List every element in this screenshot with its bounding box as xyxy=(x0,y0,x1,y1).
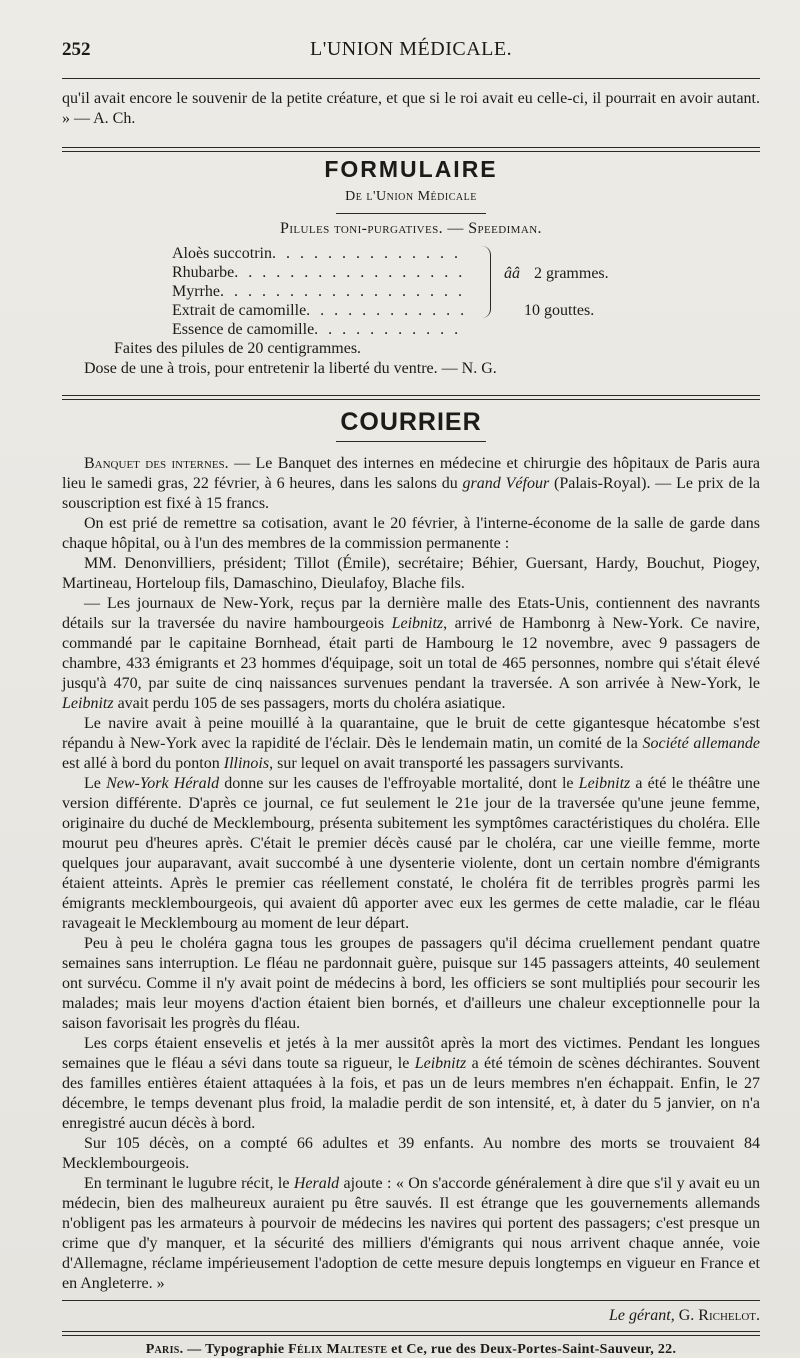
courrier-title: COURRIER xyxy=(340,408,482,436)
emphasis: grand Véfour xyxy=(462,475,550,492)
paragraph-deaths: Sur 105 décès, on a compté 66 adultes et 39 enfants. Au nombre des morts se trouvaient 84 Mecklembourgeois. xyxy=(62,1135,760,1172)
leader-dots: . . . . . . . . . . . . xyxy=(306,302,468,319)
paragraph-text: Le xyxy=(84,775,107,792)
leader-dots: . . . . . . . . . . . . . . . . . . xyxy=(219,283,465,300)
courrier-section xyxy=(62,408,760,1294)
page-header xyxy=(62,38,760,78)
ingredient-name: Aloès succotrin xyxy=(172,245,272,262)
courrier-title-rule xyxy=(336,441,486,442)
section-divider xyxy=(62,395,760,400)
footer-rule xyxy=(62,1300,760,1301)
ingredient-line xyxy=(62,282,760,301)
section-divider xyxy=(62,147,760,152)
formulaire-title: FORMULAIRE xyxy=(324,156,498,182)
leader-dots: . . . . . . . . . . . . . . . . . xyxy=(234,264,466,281)
ingredient-line xyxy=(62,301,760,320)
subtitle-rule xyxy=(336,213,486,214)
quantity-ana: ââ xyxy=(504,265,520,282)
paragraph-banquet xyxy=(62,454,760,514)
emphasis: Leibnitz xyxy=(391,615,444,632)
paragraph-text: a été témoin de scènes déchirantes. Souvent des familles entières étaient attaquées à la fois, et pas un de leurs membres n'en échappait. Enfin, le 27 décembre, le temps devenant plus froid, la maladie perdit de son intensité, et, à dater du 5 janvier, on n'a enregistré aucun décès à bord. xyxy=(62,1055,760,1132)
paragraph-text: donne sur les causes de l'effroyable mortalité, dont le xyxy=(219,775,579,792)
paragraph-bodies xyxy=(62,1034,760,1134)
paragraph-text: est allé à bord du ponton xyxy=(62,755,224,772)
paragraph-newyork xyxy=(62,594,760,714)
quantity-gouttes: 10 gouttes. xyxy=(524,302,595,319)
ingredient-line xyxy=(62,320,760,339)
paragraph-text: , sur lequel on avait transporté les passagers survivants. xyxy=(269,755,624,772)
paragraph-text: Les corps étaient ensevelis et jetés à la mer aussitôt après la mort des victimes. Pendant les longues semaines que le fléau a sévi dans toute sa rigueur, le xyxy=(62,1035,760,1072)
signature xyxy=(62,1307,760,1325)
paragraph-quarantine xyxy=(62,714,760,774)
imprint xyxy=(62,1342,760,1358)
imprint-rule xyxy=(62,1331,760,1336)
paragraph-text: (Palais-Royal). — Le prix de la souscription est fixé à 15 francs. xyxy=(62,475,760,512)
paragraph-members: MM. Denonvilliers, président; Tillot (Émile), secrétaire; Béhier, Guersant, Hardy, Bouchut, Piogey, Martineau, Horteloup fils, Damaschino, Dieulafoy, Blache fils. xyxy=(62,555,760,592)
paragraph-cotisation: On est prié de remettre sa cotisation, avant le 20 février, à l'interne-économe de la salle de garde dans chaque hôpital, ou à l'un des membres de la commission permanente : xyxy=(62,515,760,552)
ingredient-name: Essence de camomille xyxy=(172,321,315,338)
paragraph-text: Le navire avait à peine mouillé à la quarantaine, que le bruit de cette gigantesque hécatombe s'est répandu à New-York avec la rapidité de l'éclair. Dès le lendemain matin, un comité de la xyxy=(62,715,760,752)
emphasis: Leibnitz xyxy=(62,695,114,712)
signature-gerant: Le gérant, xyxy=(608,1307,675,1324)
imprint-printer: Félix Malteste xyxy=(288,1342,388,1357)
paragraph-text: avait perdu 105 de ses passagers, morts du choléra asiatique. xyxy=(113,695,506,712)
ingredient-name: Myrrhe xyxy=(172,283,220,300)
quantity-grams: 2 grammes. xyxy=(534,265,609,282)
paragraph-text: , arrivé de Hambonrg à New-York. Ce navire, commandé par le capitaine Bornhead, était parti de Hambourg le 12 novembre, avec 9 passagers de chambre, 433 émigrants et 23 hommes d'équipage, soit un total de 465 personnes, nombre qui s'était élevé jusqu'à 470, par suite de cinq naissances survenues pendant la traversée. A son arrivée à New-York, le xyxy=(62,615,761,692)
emphasis: Société allemande xyxy=(642,735,761,752)
emphasis: Illinois xyxy=(223,755,270,772)
recipe-title: Pilules toni-purgatives. — Speediman. xyxy=(280,220,542,237)
emphasis: New-York Hérald xyxy=(106,775,220,792)
header-rule xyxy=(62,78,760,79)
paragraph-text: En terminant le lugubre récit, le xyxy=(84,1175,294,1192)
running-head: L'UNION MÉDICALE. xyxy=(310,38,513,60)
paragraph-text: — Le Banquet des internes en médecine et chirurgie des hôpitaux de Paris aura lieu le samedi gras, 22 février, à 6 heures, dans les salons du xyxy=(62,455,760,492)
imprint-city: Paris. xyxy=(145,1342,184,1357)
ingredient-name: Rhubarbe xyxy=(172,264,235,281)
recipe-ingredients xyxy=(62,244,760,339)
paragraph-text: ajoute : « On s'accorde généralement à dire que s'il y avait eu un médecin, bien des malheureux auraient pu être sauvés. Il est étrange que les gouvernements allemands n'obligent pas les armateurs à pourvoir de médecins les navires qui portent des passagers; c'est presque un crime que d'y manquer, et la sécurité des milliers d'émigrants qui nous arrivent chaque année, voie d'Allemagne, réclame impérieusement l'adoption de cette mesure depuis longtemps en vigueur en France et en Angleterre. » xyxy=(62,1175,760,1292)
signature-name: G. Richelot. xyxy=(678,1307,760,1324)
paragraph-text: — Les journaux de New-York, reçus par la dernière malle des Etats-Unis, contiennent des navrants détails sur la traversée du navire hambourgeois xyxy=(62,595,760,632)
emphasis: Herald xyxy=(293,1175,340,1192)
imprint-text: — Typographie xyxy=(183,1342,289,1357)
recipe-note-pills: Faites des pilules de 20 centigrammes. xyxy=(114,340,362,357)
emphasis: Leibnitz xyxy=(414,1055,467,1072)
formulaire-subtitle: De l'Union Médicale xyxy=(345,189,477,204)
formulaire-section xyxy=(62,156,760,379)
paragraph-herald xyxy=(62,774,760,934)
intro-paragraph: qu'il avait encore le souvenir de la petite créature, et que si le roi avait eu celle-ci, il pourrait en avoir autant. » — A. Ch. xyxy=(62,90,760,127)
paragraph-text: a été le théâtre une version différente. D'après ce journal, ce fut seulement le 21e jour de la traversée qu'une jeune femme, originaire du duché de Mecklembourg, présenta subitement les symptômes caractéristiques du choléra. Elle mourut peu d'heures après. C'était le premier décès causé par le choléra, car une vieille femme, morte quelques jour auparavant, avait succombé à une dysenterie violente, dont un certain nombre d'émigrants étaient atteints. Après le premier cas réellement constaté, le choléra fit de terribles progrès parmi les émigrants mecklembourgeois, qui avaient dû apporter avec eux les germes de cette maladie, car le fléau ravageait le Mecklembourg au moment de leur départ. xyxy=(62,775,761,932)
leader-dots: . . . . . . . . . . . xyxy=(314,321,462,338)
leader-dots: . . . . . . . . . . . . . . xyxy=(271,245,461,262)
paragraph-conclusion xyxy=(62,1174,760,1294)
paragraph-spread: Peu à peu le choléra gagna tous les groupes de passagers qu'il décima cruellement pendant quatre semaines sans interruption. Le fléau ne pardonnait guère, puisque sur 145 passagers atteints, 40 seulement ont survécu. Comme il n'y avait point de médecins à bord, les officiers se sont multipliés pour secourir les malades; mais leur moyens d'action étaient bien bornés, et d'ailleurs une chaleur exceptionnelle pour la saison favorisait les progrès du fléau. xyxy=(62,935,760,1032)
recipe-note-dose: Dose de une à trois, pour entretenir la liberté du ventre. — N. G. xyxy=(84,360,497,377)
page-number: 252 xyxy=(62,39,91,60)
ingredient-line xyxy=(62,263,760,282)
grouping-brace xyxy=(482,246,491,318)
ingredient-name: Extrait de camomille xyxy=(172,302,307,319)
emphasis: Leibnitz xyxy=(578,775,631,792)
imprint-address: et Ce, rue des Deux-Portes-Saint-Sauveur, 22. xyxy=(387,1342,677,1357)
paragraph-lead: Banquet des internes. xyxy=(84,455,229,472)
ingredient-line xyxy=(62,244,760,263)
